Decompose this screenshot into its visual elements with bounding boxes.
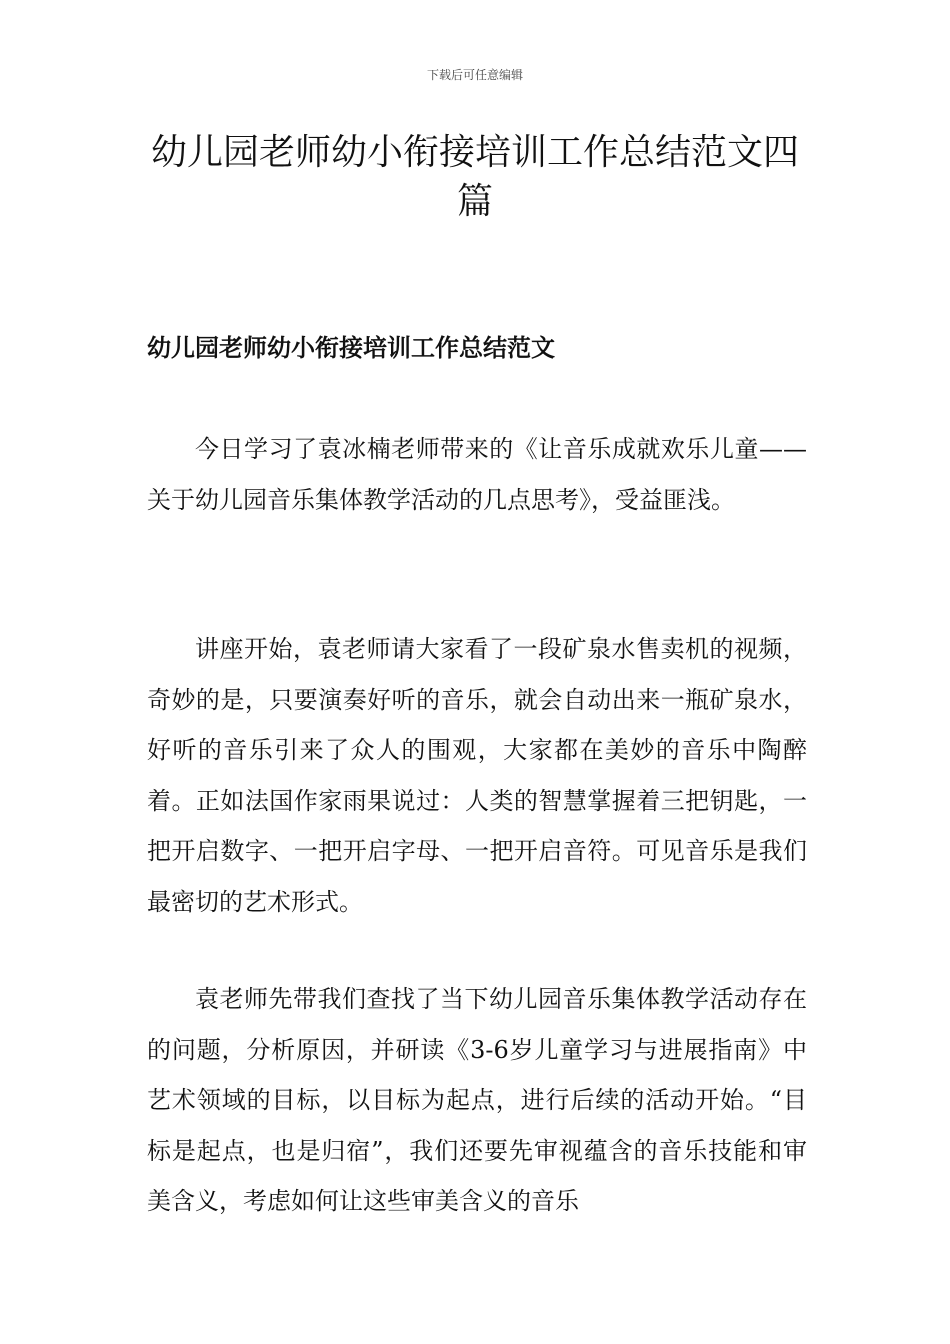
paragraph-3: 袁老师先带我们查找了当下幼儿园音乐集体教学活动存在的问题，分析原因，并研读《3-6岁儿童学习与进展指南》中艺术领域的目标，以目标为起点，进行后续的活动开始。“目标是起点，也是归宿”，我们还要先审视蕴含的音乐技能和审美含义，考虑如何让这些审美含义的音乐 (147, 985, 807, 1215)
paragraph-1: 今日学习了袁冰楠老师带来的《让音乐成就欢乐儿童——关于幼儿园音乐集体教学活动的几点思考》，受益匪浅。 (147, 435, 807, 514)
section-title: 幼儿园老师幼小衔接培训工作总结范文 (147, 333, 555, 362)
paragraph-2: 讲座开始，袁老师请大家看了一段矿泉水售卖机的视频，奇妙的是，只要演奏好听的音乐，就会自动出来一瓶矿泉水，好听的音乐引来了众人的围观，大家都在美妙的音乐中陶醉着。正如法国作家雨果说过：人类的智慧掌握着三把钥匙，一把开启数字、一把开启字母、一把开启音符。可见音乐是我们最密切的艺术形式。 (147, 635, 807, 916)
document-title: 幼儿园老师幼小衔接培训工作总结范文四篇 (150, 132, 799, 222)
header-note: 下载后可任意编辑 (426, 68, 523, 82)
